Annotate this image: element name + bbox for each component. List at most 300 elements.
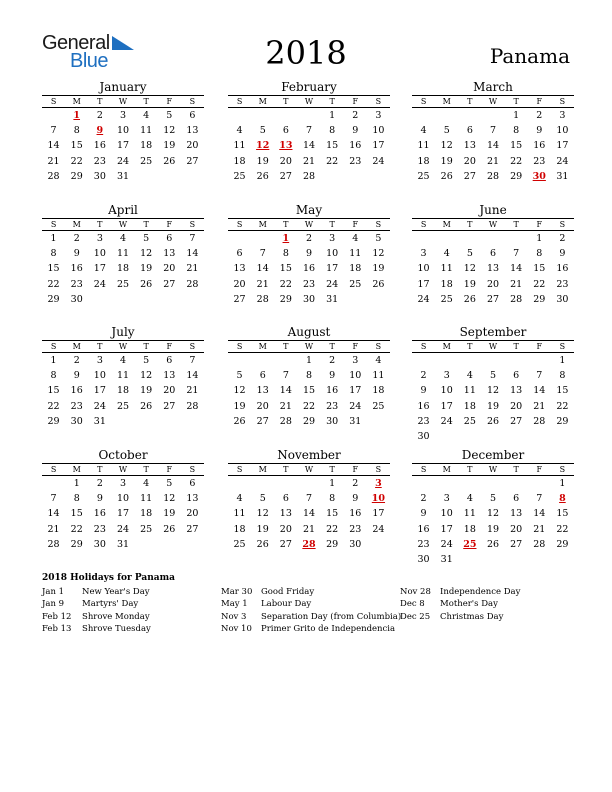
- day-cell: [458, 552, 481, 567]
- day-cell: 22: [70, 155, 83, 167]
- day-cell: [528, 353, 551, 368]
- holiday-date: Nov 3: [221, 611, 247, 622]
- day-cell: 9: [420, 508, 427, 520]
- day-cell: 15: [279, 263, 292, 275]
- day-cell: 19: [256, 523, 269, 535]
- week-row: [42, 154, 204, 169]
- day-cell: 8: [513, 125, 520, 137]
- week-row: [228, 399, 390, 414]
- day-cell: [251, 476, 274, 491]
- day-cell: 4: [119, 355, 127, 366]
- week-row: [42, 231, 204, 246]
- day-cell: 11: [417, 140, 430, 152]
- day-cell: 28: [302, 170, 316, 182]
- day-cell: [297, 476, 320, 491]
- day-cell: 2: [420, 493, 427, 505]
- day-cell: 16: [326, 385, 339, 397]
- day-cell: 16: [93, 140, 106, 152]
- weekday-header: M: [72, 97, 81, 106]
- holiday-date: Feb 12: [42, 611, 72, 622]
- month-april: [42, 203, 204, 307]
- day-cell: 3: [420, 248, 427, 260]
- day-cell: 20: [279, 523, 292, 535]
- day-cell: 7: [189, 233, 196, 244]
- day-cell: 2: [96, 478, 103, 489]
- day-cell: [367, 292, 390, 307]
- weekday-header-row: [228, 218, 390, 231]
- day-cell: 5: [489, 370, 497, 382]
- day-cell: [111, 414, 134, 429]
- day-cell: [135, 414, 158, 429]
- week-row: [228, 246, 390, 261]
- day-cell: 20: [279, 155, 292, 167]
- day-cell: 31: [116, 538, 130, 550]
- day-cell: [528, 476, 551, 491]
- day-cell: [458, 108, 481, 123]
- day-cell: 25: [349, 278, 362, 290]
- day-cell: 7: [305, 493, 313, 505]
- weekday-header: M: [258, 465, 267, 474]
- day-cell: 8: [50, 370, 57, 382]
- day-cell: 23: [417, 415, 430, 427]
- day-cell: 15: [556, 508, 569, 520]
- week-row: [412, 108, 574, 123]
- day-cell: 23: [349, 155, 362, 167]
- day-cell: 27: [463, 170, 476, 182]
- day-cell: [458, 429, 481, 444]
- holiday-date: Nov 10: [221, 624, 252, 635]
- holiday-date: May 1: [221, 599, 248, 610]
- weekday-header: T: [467, 97, 473, 106]
- weekday-header: M: [258, 97, 267, 106]
- day-cell: 26: [140, 400, 153, 412]
- weekday-header: T: [329, 342, 335, 351]
- day-cell: 16: [417, 400, 430, 412]
- day-cell: 7: [50, 125, 57, 137]
- day-cell: 14: [510, 263, 523, 275]
- weekday-header: S: [236, 465, 243, 474]
- weekday-header: T: [97, 465, 103, 474]
- week-row: [412, 429, 574, 444]
- day-cell: [228, 108, 251, 123]
- day-cell: 4: [119, 233, 127, 244]
- day-cell: 7: [513, 248, 520, 260]
- weekday-header: W: [488, 465, 498, 474]
- holiday-list-title: 2018 Holidays for Panama: [42, 573, 175, 583]
- day-cell: 13: [186, 125, 199, 137]
- holiday-column: [400, 586, 520, 623]
- day-cell: 7: [489, 125, 497, 137]
- day-cell: 2: [420, 370, 427, 382]
- day-cell: 22: [47, 400, 60, 412]
- month-december: [412, 448, 574, 567]
- holiday-item: [42, 598, 151, 610]
- month-name: July: [111, 325, 135, 339]
- day-cell: 10: [556, 125, 569, 137]
- day-cell: 21: [302, 155, 316, 167]
- day-cell: 14: [486, 140, 500, 152]
- day-cell: 20: [186, 508, 199, 520]
- day-cell: 5: [143, 355, 150, 366]
- day-cell: 14: [256, 263, 269, 275]
- day-cell: 5: [443, 125, 450, 137]
- day-cell: 25: [233, 170, 246, 182]
- holiday-item: [400, 586, 520, 598]
- week-row: [228, 261, 390, 276]
- day-cell: 1: [305, 355, 313, 366]
- day-cell: [412, 476, 435, 491]
- weekday-header-row: [42, 218, 204, 231]
- day-cell: [367, 169, 390, 184]
- day-cell: 28: [279, 415, 292, 427]
- day-cell: 9: [420, 385, 427, 397]
- day-cell: 28: [186, 400, 199, 412]
- week-row: [42, 414, 204, 429]
- month-name: June: [479, 203, 507, 217]
- day-cell: 27: [163, 278, 176, 290]
- weekday-header: M: [442, 342, 451, 351]
- day-cell: 28: [47, 538, 60, 550]
- weekday-header: W: [304, 342, 314, 351]
- weekday-header: S: [189, 465, 196, 474]
- day-cell: 30: [556, 293, 569, 305]
- day-cell: 4: [236, 493, 243, 505]
- day-cell: 13: [486, 263, 500, 275]
- day-cell: [551, 429, 574, 444]
- weekday-header: F: [352, 97, 359, 106]
- day-cell: 6: [259, 370, 266, 382]
- day-cell: 27: [186, 523, 199, 535]
- day-cell: 30: [70, 293, 83, 305]
- day-cell: 27: [510, 538, 523, 550]
- day-cell: 5: [166, 110, 173, 121]
- week-row: [412, 552, 574, 567]
- weekday-header: T: [513, 97, 519, 106]
- weekday-header: S: [375, 97, 382, 106]
- day-cell: 24: [93, 400, 106, 412]
- day-cell: 17: [93, 385, 106, 397]
- month-september: [412, 325, 574, 444]
- day-cell: 7: [282, 370, 289, 382]
- day-cell: 4: [466, 370, 473, 382]
- day-cell: 15: [326, 140, 339, 152]
- week-row: [228, 353, 390, 368]
- week-row: [42, 261, 204, 276]
- day-cell: 16: [417, 523, 430, 535]
- day-cell: 3: [352, 355, 359, 366]
- day-cell: 19: [140, 385, 153, 397]
- weekday-header: M: [442, 97, 451, 106]
- day-cell: 20: [510, 523, 523, 535]
- day-cell: 27: [510, 415, 523, 427]
- day-cell: 28: [533, 415, 546, 427]
- day-cell: 16: [70, 385, 83, 397]
- day-cell: 2: [73, 355, 80, 366]
- day-cell: 16: [556, 263, 569, 275]
- day-cell: [251, 353, 274, 368]
- week-row: [42, 292, 204, 307]
- day-cell: [412, 231, 435, 246]
- day-cell: 15: [70, 140, 83, 152]
- day-cell: [528, 429, 551, 444]
- weekday-header: S: [375, 342, 382, 351]
- week-row: [412, 537, 574, 552]
- day-cell: 29: [326, 538, 339, 550]
- weekday-header: F: [536, 465, 543, 474]
- weekday-header: S: [50, 342, 57, 351]
- day-cell: 13: [163, 248, 176, 260]
- day-cell: [435, 429, 458, 444]
- day-cell: 13: [463, 140, 476, 152]
- day-cell: 18: [233, 155, 246, 167]
- holiday-day-cell: 30: [532, 170, 546, 182]
- day-cell: 21: [302, 523, 316, 535]
- weekday-header: W: [304, 465, 314, 474]
- day-cell: 12: [372, 248, 385, 260]
- day-cell: 12: [140, 248, 153, 260]
- weekday-header-row: [412, 95, 574, 108]
- day-cell: 8: [73, 493, 80, 505]
- week-row: [412, 154, 574, 169]
- day-cell: 22: [556, 523, 569, 535]
- day-cell: 25: [372, 400, 385, 412]
- week-row: [412, 368, 574, 383]
- day-cell: 2: [96, 110, 103, 121]
- day-cell: 1: [73, 478, 80, 489]
- weekday-header: S: [559, 465, 566, 474]
- day-cell: 14: [533, 508, 546, 520]
- day-cell: 8: [329, 125, 336, 137]
- month-name: January: [99, 80, 147, 94]
- day-cell: 16: [93, 508, 106, 520]
- day-cell: 13: [256, 385, 269, 397]
- day-cell: 20: [486, 278, 500, 290]
- day-cell: [367, 414, 390, 429]
- day-cell: [42, 476, 65, 491]
- day-cell: 9: [305, 248, 313, 260]
- day-cell: 8: [536, 248, 543, 260]
- day-cell: 10: [417, 263, 430, 275]
- day-cell: 21: [47, 155, 60, 167]
- day-cell: 9: [73, 248, 80, 260]
- holiday-day-cell: 28: [302, 538, 316, 550]
- day-cell: [435, 353, 458, 368]
- day-cell: 28: [533, 538, 546, 550]
- weekday-header: S: [420, 342, 427, 351]
- weekday-header: S: [375, 220, 382, 229]
- day-cell: 10: [440, 385, 453, 397]
- month-name: March: [473, 80, 513, 94]
- day-cell: 4: [143, 110, 150, 121]
- day-cell: 24: [93, 278, 106, 290]
- day-cell: 6: [489, 248, 497, 260]
- month-january: [42, 80, 204, 184]
- day-cell: 28: [486, 170, 500, 182]
- month-november: [228, 448, 390, 552]
- week-row: [42, 368, 204, 383]
- day-cell: 30: [70, 415, 83, 427]
- weekday-header: S: [236, 97, 243, 106]
- day-cell: 21: [486, 155, 500, 167]
- day-cell: 8: [305, 370, 313, 382]
- day-cell: [412, 108, 435, 123]
- day-cell: 9: [329, 370, 336, 382]
- day-cell: 27: [233, 293, 246, 305]
- day-cell: 12: [163, 125, 176, 137]
- weekday-header: T: [467, 220, 473, 229]
- day-cell: 29: [510, 170, 523, 182]
- week-row: [412, 246, 574, 261]
- holiday-day-cell: 3: [375, 478, 382, 489]
- day-cell: 29: [70, 538, 83, 550]
- day-cell: 19: [486, 400, 500, 412]
- weekday-header-row: [412, 463, 574, 476]
- weekday-header-row: [42, 340, 204, 353]
- day-cell: 12: [486, 385, 500, 397]
- weekday-header: S: [50, 465, 57, 474]
- day-cell: 4: [352, 233, 359, 244]
- weekday-header: W: [488, 97, 498, 106]
- day-cell: 2: [305, 233, 313, 244]
- week-row: [228, 522, 390, 537]
- day-cell: 5: [236, 370, 243, 382]
- day-cell: [181, 414, 204, 429]
- day-cell: [505, 476, 528, 491]
- day-cell: 29: [533, 293, 546, 305]
- day-cell: 19: [486, 523, 500, 535]
- day-cell: 8: [329, 493, 336, 505]
- weekday-header-row: [412, 340, 574, 353]
- day-cell: 10: [326, 248, 339, 260]
- day-cell: 17: [93, 263, 106, 275]
- day-cell: [88, 292, 111, 307]
- day-cell: 18: [463, 400, 476, 412]
- weekday-header-row: [228, 463, 390, 476]
- weekday-header: M: [72, 220, 81, 229]
- day-cell: 14: [47, 140, 60, 152]
- day-cell: 22: [326, 155, 339, 167]
- day-cell: 21: [186, 385, 199, 397]
- holiday-name: Mother's Day: [440, 599, 498, 610]
- day-cell: 6: [189, 478, 196, 489]
- day-cell: 6: [513, 370, 520, 382]
- weekday-header: S: [559, 342, 566, 351]
- day-cell: 17: [116, 140, 130, 152]
- day-cell: 11: [233, 140, 246, 152]
- holiday-name: Labour Day: [261, 599, 312, 610]
- day-cell: 2: [329, 355, 336, 366]
- holiday-day-cell: 1: [73, 110, 81, 121]
- day-cell: 23: [70, 400, 83, 412]
- day-cell: 17: [349, 385, 362, 397]
- day-cell: 1: [559, 478, 566, 489]
- day-cell: 17: [417, 278, 430, 290]
- day-cell: 14: [279, 385, 292, 397]
- day-cell: 18: [116, 263, 130, 275]
- week-row: [228, 108, 390, 123]
- day-cell: 24: [417, 293, 430, 305]
- day-cell: 1: [50, 233, 57, 244]
- day-cell: 22: [279, 278, 292, 290]
- day-cell: 27: [486, 293, 500, 305]
- day-cell: 21: [533, 400, 546, 412]
- year-title: 2018: [265, 34, 347, 72]
- logo-blue-text: Blue: [70, 50, 109, 72]
- day-cell: 11: [440, 263, 453, 275]
- weekday-header: T: [283, 220, 289, 229]
- week-row: [42, 169, 204, 184]
- day-cell: 14: [302, 508, 316, 520]
- weekday-header: S: [420, 465, 427, 474]
- day-cell: 18: [417, 155, 430, 167]
- day-cell: [412, 353, 435, 368]
- day-cell: 14: [47, 508, 60, 520]
- weekday-header: T: [143, 342, 149, 351]
- holiday-name: Martyrs' Day: [82, 599, 139, 610]
- day-cell: 13: [510, 385, 523, 397]
- weekday-header: T: [283, 342, 289, 351]
- weekday-header: W: [118, 220, 128, 229]
- day-cell: 9: [536, 125, 543, 137]
- day-cell: 11: [140, 125, 153, 137]
- month-june: [412, 203, 574, 307]
- week-row: [228, 491, 390, 506]
- day-cell: 1: [536, 233, 543, 244]
- month-name: February: [281, 80, 337, 94]
- day-cell: 17: [440, 523, 453, 535]
- day-cell: 23: [349, 523, 362, 535]
- day-cell: 9: [73, 370, 80, 382]
- day-cell: [135, 169, 158, 184]
- week-row: [42, 476, 204, 491]
- day-cell: 16: [533, 140, 546, 152]
- day-cell: [228, 353, 251, 368]
- day-cell: 24: [372, 523, 385, 535]
- day-cell: 3: [443, 370, 450, 382]
- day-cell: 21: [510, 278, 523, 290]
- day-cell: 14: [533, 385, 546, 397]
- day-cell: 26: [256, 170, 269, 182]
- day-cell: 31: [326, 293, 339, 305]
- weekday-header: W: [118, 342, 128, 351]
- week-row: [228, 123, 390, 138]
- day-cell: 10: [93, 248, 106, 260]
- day-cell: 5: [466, 248, 473, 260]
- day-cell: 3: [119, 478, 127, 489]
- day-cell: 23: [556, 278, 569, 290]
- day-cell: 31: [93, 415, 106, 427]
- day-cell: [111, 292, 134, 307]
- weekday-header: S: [50, 97, 57, 106]
- day-cell: [158, 414, 181, 429]
- holiday-item: [400, 611, 520, 623]
- holiday-item: [221, 598, 401, 610]
- day-cell: 3: [559, 110, 566, 121]
- weekday-header: T: [329, 97, 335, 106]
- day-cell: 5: [489, 493, 497, 505]
- day-cell: 19: [463, 278, 476, 290]
- day-cell: [321, 169, 344, 184]
- weekday-header: T: [143, 97, 149, 106]
- day-cell: 26: [372, 278, 385, 290]
- day-cell: [251, 108, 274, 123]
- day-cell: 23: [417, 538, 430, 550]
- country-title: Panama: [489, 44, 570, 68]
- day-cell: [274, 108, 297, 123]
- week-row: [228, 138, 390, 153]
- weekday-header: M: [72, 342, 81, 351]
- day-cell: 19: [256, 155, 269, 167]
